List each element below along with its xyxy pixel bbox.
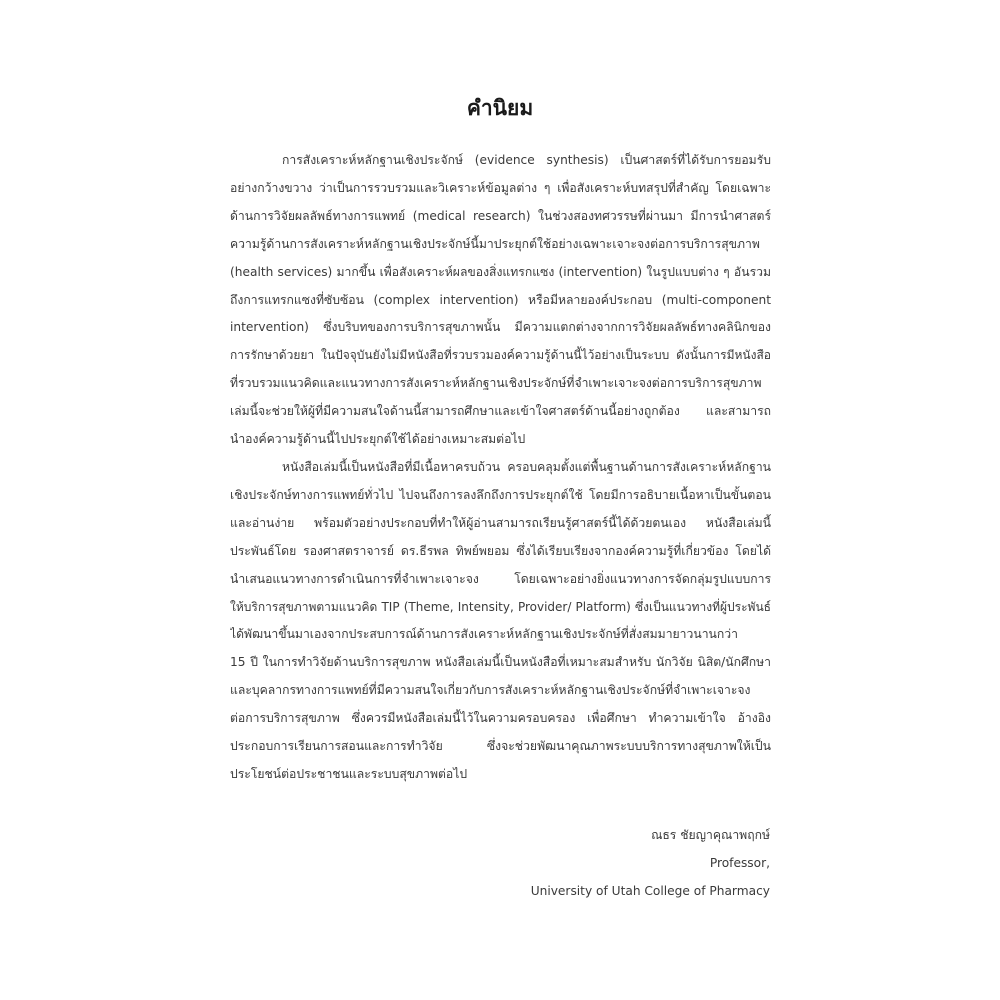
paragraph-1-line: เล่มนี้จะช่วยให้ผู้ที่มีความสนใจด้านนี้สามารถศึกษาและเข้าใจศาสตร์ด้านนี้อย่างถูกต้อง และสามารถ [230,404,771,419]
paragraph-1-line: ด้านการวิจัยผลลัพธ์ทางการแพทย์ (medical research) ในช่วงสองทศวรรษที่ผ่านมา มีการนำศาสตร์ [230,208,771,223]
paragraph-1-line: intervention) ซึ่งบริบทของการบริการสุขภาพนั้น มีความแตกต่างจากการวิจัยผลลัพธ์ทางคลินิกของ [230,320,771,335]
paragraph-2-line: นำเสนอแนวทางการดำเนินการที่จำเพาะเจาะจง โดยเฉพาะอย่างยิ่งแนวทางการจัดกลุ่มรูปแบบการ [230,571,771,586]
paragraph-1-line: อย่างกว้างขวาง ว่าเป็นการรวบรวมและวิเคราะห์ข้อมูลต่าง ๆ เพื่อสังเคราะห์บทสรุปที่สำคัญ โดยเฉพาะ [230,180,771,195]
paragraph-1-line: การรักษาด้วยยา ในปัจจุบันยังไม่มีหนังสือที่รวบรวมองค์ความรู้ด้านนี้ไว้อย่างเป็นระบบ ดังนั้นการมีหนังสือ [230,348,771,363]
paragraph-2-line: ประพันธ์โดย รองศาสตราจารย์ ดร.ธีรพล ทิพย์พยอม ซึ่งได้เรียบเรียงจากองค์ความรู้ที่เกี่ยวข้อง โดยได้ [230,543,771,558]
paragraph-1-line: ความรู้ด้านการสังเคราะห์หลักฐานเชิงประจักษ์นี้มาประยุกต์ใช้อย่างเฉพาะเจาะจงต่อการบริการสุขภาพ [230,236,760,251]
paragraph-2-line: ให้บริการสุขภาพตามแนวคิด TIP (Theme, Intensity, Provider/ Platform) ซึ่งเป็นแนวทางที่ผู้ประพันธ์ [230,599,771,614]
paragraph-2-line: ประกอบการเรียนการสอนและการทำวิจัย ซึ่งจะช่วยพัฒนาคุณภาพระบบบริการทางสุขภาพให้เป็น [230,739,771,754]
paragraph-1-line: (health services) มากขึ้น เพื่อสังเคราะห์ผลของสิ่งแทรกแซง (intervention) ในรูปแบบต่าง ๆ อันรวม [230,264,771,279]
paragraph-1-line: การสังเคราะห์หลักฐานเชิงประจักษ์ (evidence synthesis) เป็นศาสตร์ที่ได้รับการยอมรับ [282,153,771,167]
paragraph-2-line: ประโยชน์ต่อประชาชนและระบบสุขภาพต่อไป [230,766,468,781]
paragraph-2-line: ได้พัฒนาขึ้นมาเองจากประสบการณ์ด้านการสังเคราะห์หลักฐานเชิงประจักษ์ที่สั่งสมมายาวนานกว่า [230,627,738,642]
signature-position: Professor, [709,855,770,870]
paragraph-1-line: ถึงการแทรกแซงที่ซับซ้อน (complex intervention) หรือมีหลายองค์ประกอบ (multi-component [230,292,771,307]
paragraph-2-line: หนังสือเล่มนี้เป็นหนังสือที่มีเนื้อหาครบถ้วน ครอบคลุมตั้งแต่พื้นฐานด้านการสังเคราะห์หลักฐาน [282,459,771,474]
paragraph-1-line: ที่รวบรวมแนวคิดและแนวทางการสังเคราะห์หลักฐานเชิงประจักษ์ที่จำเพาะเจาะจงต่อการบริการสุขภาพ [230,376,762,391]
signature-affiliation: University of Utah College of Pharmacy [530,883,770,898]
paragraph-2-line: 15 ปี ในการทำวิจัยด้านบริการสุขภาพ หนังสือเล่มนี้เป็นหนังสือที่เหมาะสมสำหรับ นักวิจัย นิสิต/นักศึกษา [230,655,771,670]
signature-name: ณธร ชัยญาคุณาพฤกษ์ [651,828,770,842]
paragraph-2-line: และอ่านง่าย พร้อมตัวอย่างประกอบที่ทำให้ผู้อ่านสามารถเรียนรู้ศาสตร์นี้ได้ด้วยตนเอง หนังสือเล่มนี้ [230,515,771,530]
page-title: คำนิยม [466,96,534,120]
paragraph-2-line: และบุคลากรทางการแพทย์ที่มีความสนใจเกี่ยวกับการสังเคราะห์หลักฐานเชิงประจักษ์ที่จำเพาะเจาะจง [230,683,751,698]
paragraph-2-line: เชิงประจักษ์ทางการแพทย์ทั่วไป ไปจนถึงการลงลึกถึงการประยุกต์ใช้ โดยมีการอธิบายเนื้อหาเป็นขั้นตอน [230,487,771,502]
foreword-body [230,147,771,789]
signature-block [531,822,770,906]
paragraph-1-line: นำองค์ความรู้ด้านนี้ไปประยุกต์ใช้ได้อย่างเหมาะสมต่อไป [230,432,526,447]
paragraph-2-line: ต่อการบริการสุขภาพ ซึ่งควรมีหนังสือเล่มนี้ไว้ในความครอบครอง เพื่อศึกษา ทำความเข้าใจ อ้างอิง [230,711,771,726]
